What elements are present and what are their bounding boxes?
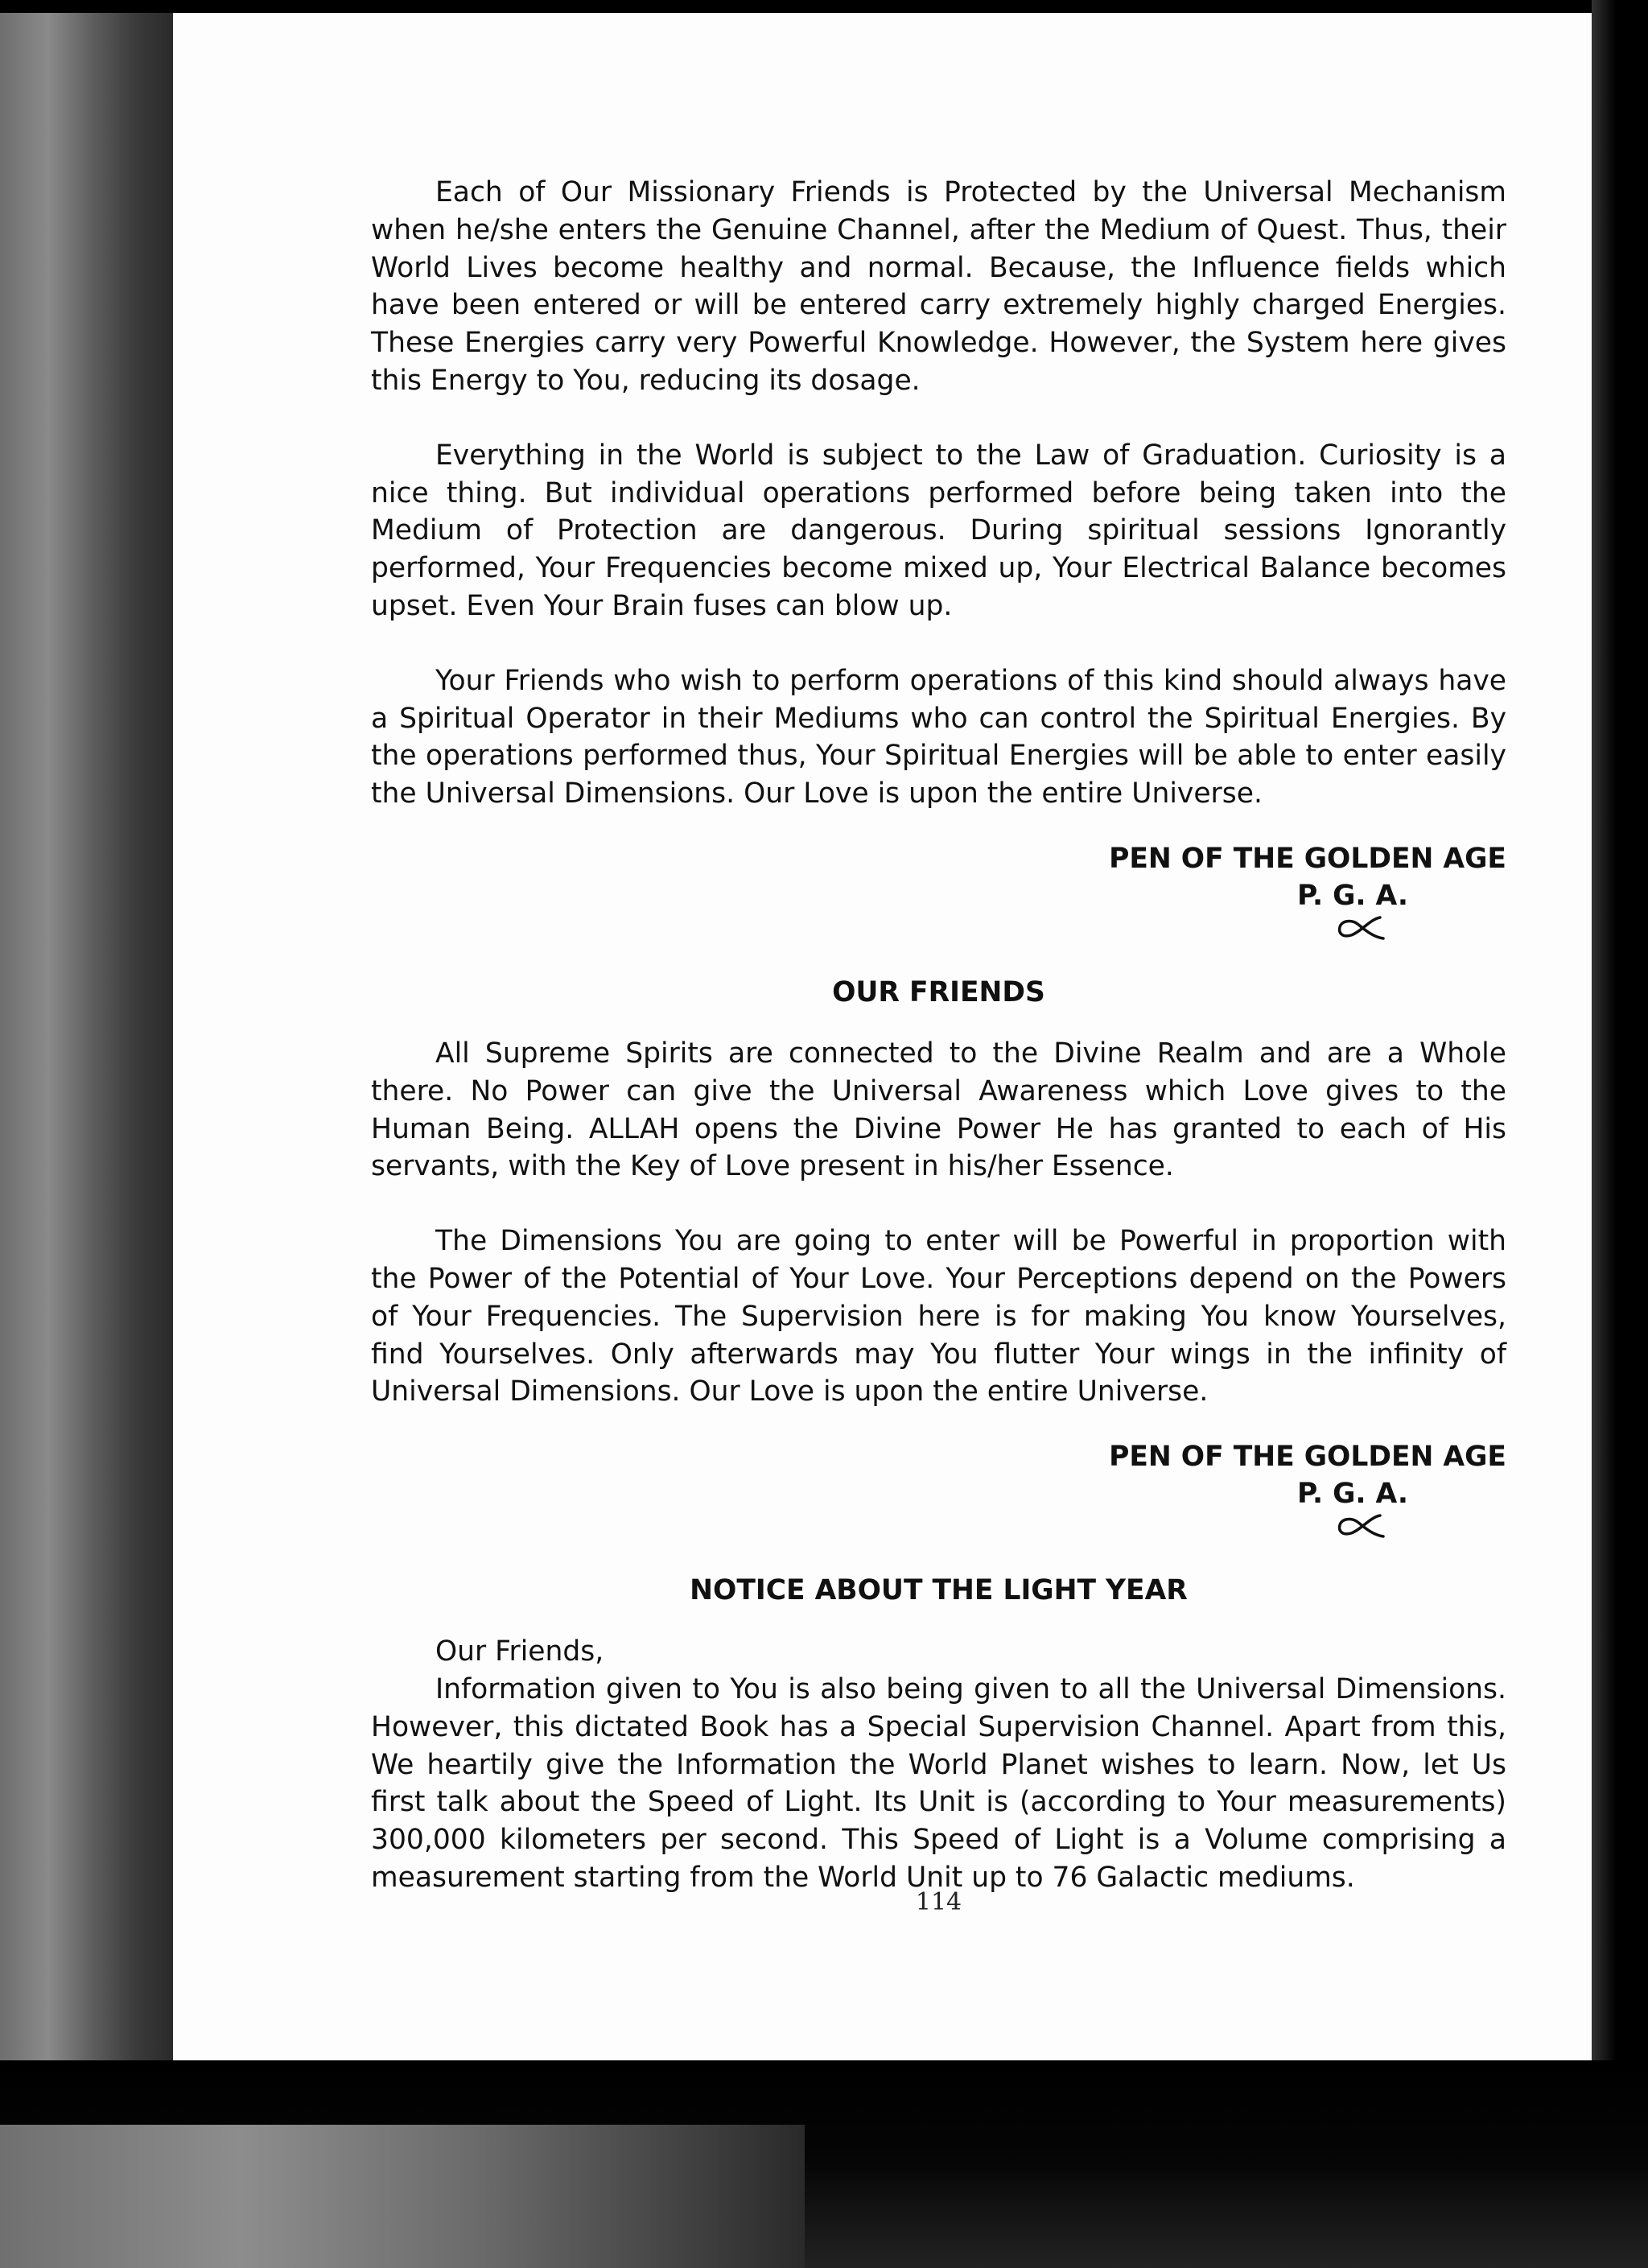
- scan-shadow-bottom-left: [0, 2125, 805, 2268]
- alpha-symbol-icon: [371, 1512, 1390, 1544]
- signature-title: PEN OF THE GOLDEN AGE: [1109, 1441, 1506, 1474]
- signature-initials: P. G. A.: [1297, 879, 1408, 912]
- scan-shadow-top: [0, 0, 1648, 13]
- page-content: [371, 174, 1506, 1916]
- paragraph: Everything in the World is subject to the Law of Graduation. Curiosity is a nice thing. But individual operations performed before being taken into the Medium of Protection are dangerous. During spiritual sessions Ignorantly performed, Your Frequencies become mixed up, Your Electrical Balance becomes upset. Even Your Brain fuses can blow up.: [371, 439, 1506, 622]
- paragraph: Information given to You is also being given to all the Universal Dimensions. However, this dictated Book has a Special Supervision Channel. Apart from this, We heartily give the Information the World Planet wishes to learn. Now, let Us first talk about the Speed of Light. Its Unit is (according to Your measurements) 300,000 kilometers per second. This Speed of Light is a Volume comprising a measurement starting from the World Unit up to 76 Galactic mediums.: [371, 1672, 1506, 1894]
- section-heading: NOTICE ABOUT THE LIGHT YEAR: [690, 1574, 1188, 1607]
- alpha-symbol-icon: [371, 914, 1390, 946]
- signature-title: PEN OF THE GOLDEN AGE: [1109, 842, 1506, 875]
- paragraph: Your Friends who wish to perform operations of this kind should always have a Spiritual Operator in their Mediums who can control the Spiritual Energies. By the operations performed thus, Your Spiritual Energies will be able to enter easily the Universal Dimensions. Our Love is upon the entire Universe.: [371, 664, 1506, 810]
- salutation: Our Friends,: [435, 1635, 604, 1668]
- signature-block: [371, 840, 1506, 946]
- section-heading: OUR FRIENDS: [832, 975, 1045, 1008]
- paragraph: The Dimensions You are going to enter will be Powerful in proportion with the Power of the Potential of Your Love. Your Perceptions depend on the Powers of Your Frequencies. The Supervision here is for making You know Yourselves, find Yourselves. Only afterwards may You flutter Your wings in the infinity of Universal Dimensions. Our Love is upon the entire Universe.: [371, 1225, 1506, 1408]
- scan-shadow-left: [0, 0, 173, 2268]
- book-page: [173, 13, 1592, 2060]
- signature-block: [371, 1438, 1506, 1544]
- paragraph: All Supreme Spirits are connected to the Divine Realm and are a Whole there. No Power can give the Universal Awareness which Love gives to the Human Being. ALLAH opens the Divine Power He has granted to each of His servants, with the Key of Love present in his/her Essence.: [371, 1037, 1506, 1183]
- signature-initials: P. G. A.: [1297, 1478, 1408, 1511]
- scan-shadow-right: [1592, 0, 1648, 2268]
- paragraph: Each of Our Missionary Friends is Protected by the Universal Mechanism when he/she enters the Genuine Channel, after the Medium of Quest. Thus, their World Lives become healthy and normal. Because, the Influence fields which have been entered or will be entered carry extremely highly charged Energies. These Energies carry very Powerful Knowledge. However, the System here gives this Energy to You, reducing its dosage.: [371, 176, 1506, 397]
- page-number: 114: [915, 1888, 962, 1916]
